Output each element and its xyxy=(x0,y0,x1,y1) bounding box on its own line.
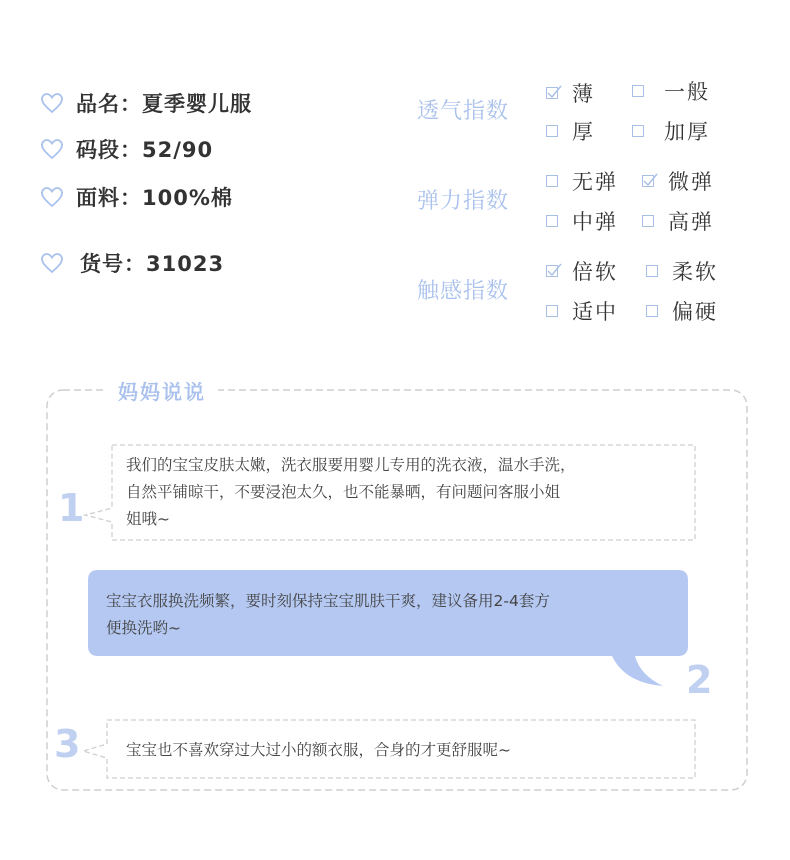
elasticity-label: 弹力指数 xyxy=(417,189,510,214)
option-label: 一般 xyxy=(664,80,710,104)
option-label: 适中 xyxy=(572,300,618,324)
tip-line: 宝宝也不喜欢穿过大过小的额衣服，合身的才更舒服呢~ xyxy=(126,741,511,759)
option-label: 无弹 xyxy=(572,170,618,194)
tip-line: 我们的宝宝皮肤太嫩，洗衣服要用婴儿专用的洗衣液，温水手洗， xyxy=(126,456,576,474)
tip-number: 1 xyxy=(58,486,85,530)
option-label: 厚 xyxy=(572,120,595,144)
breathability-label: 透气指数 xyxy=(417,99,510,124)
touch-label: 触感指数 xyxy=(417,279,510,304)
product-name: 品名：夏季婴儿服 xyxy=(76,92,252,116)
tip-number: 3 xyxy=(54,722,81,766)
option-label: 偏硬 xyxy=(672,300,718,324)
tip-line: 宝宝衣服换洗频繁，要时刻保持宝宝肌肤干爽，建议备用2-4套方 xyxy=(106,592,550,610)
tip-text xyxy=(126,452,576,533)
tip-text xyxy=(106,588,550,642)
option-label: 加厚 xyxy=(664,120,710,144)
option-label: 薄 xyxy=(572,82,595,106)
tip-text xyxy=(126,737,511,764)
option-label: 微弹 xyxy=(668,170,714,194)
product-item-no: 货号：31023 xyxy=(80,252,225,276)
option-label: 倍软 xyxy=(572,260,618,284)
tip-number: 2 xyxy=(686,658,713,702)
option-label: 柔软 xyxy=(672,260,718,284)
tip-line: 便换洗哟~ xyxy=(106,619,181,637)
option-label: 高弹 xyxy=(668,210,714,234)
tip-line: 自然平铺晾干，不要浸泡太久，也不能暴晒，有问题问客服小姐 xyxy=(126,483,561,501)
tip-line: 姐哦~ xyxy=(126,510,170,528)
product-size: 码段：52/90 xyxy=(76,138,214,162)
option-label: 中弹 xyxy=(572,210,618,234)
product-fabric: 面料：100%棉 xyxy=(76,186,233,210)
mom-says-title: 妈妈说说 xyxy=(106,376,218,405)
